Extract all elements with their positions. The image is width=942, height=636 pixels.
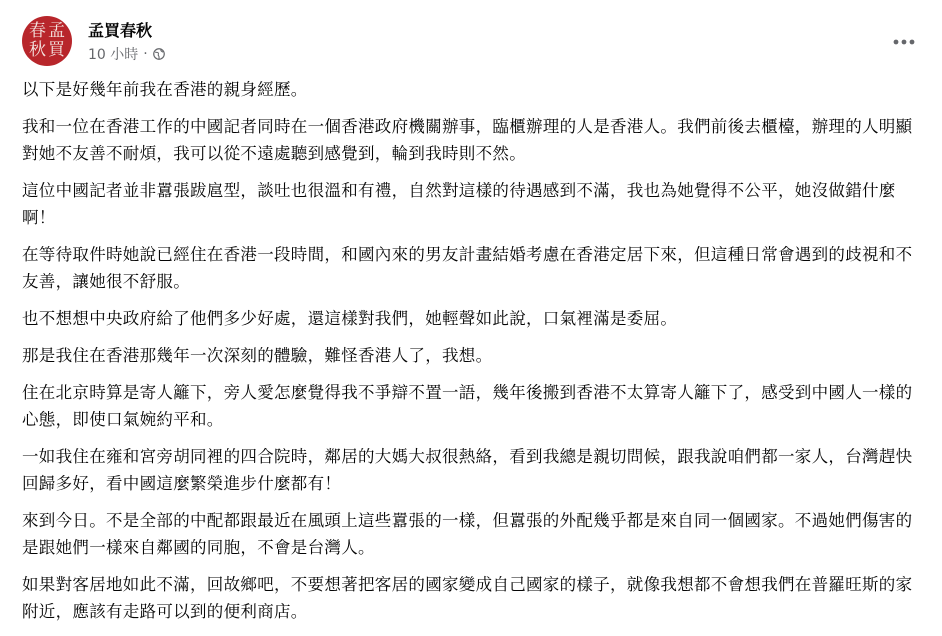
post-paragraph: 那是我住在香港那幾年一次深刻的體驗，難怪香港人了，我想。 bbox=[22, 346, 493, 365]
more-horizontal-icon bbox=[893, 39, 915, 45]
post-paragraph: 以下是好幾年前我在香港的親身經歷。 bbox=[22, 80, 308, 99]
post-paragraph: 也不想想中央政府給了他們多少好處，還這樣對我們，她輕聲如此說，口氣裡滿是委屈。 bbox=[22, 309, 678, 328]
post-paragraph: 住在北京時算是寄人籬下，旁人愛怎麼覺得我不爭辯不置一語，幾年後搬到香港不太算寄人籬下了，感受到中國人一樣的心態，即使口氣婉約平和。 bbox=[22, 383, 913, 429]
more-options-button[interactable] bbox=[886, 24, 922, 60]
avatar[interactable] bbox=[22, 16, 72, 66]
separator-dot: · bbox=[143, 46, 148, 62]
post-paragraph: 來到今日。不是全部的中配都跟最近在風頭上這些囂張的一樣，但囂張的外配幾乎都是來自同一個國家。不過她們傷害的是跟她們一樣來自鄰國的同胞，不會是台灣人。 bbox=[22, 511, 913, 557]
post-header bbox=[22, 14, 922, 66]
post-paragraph: 一如我住在雍和宮旁胡同裡的四合院時，鄰居的大媽大叔很熱絡，看到我總是親切問候，跟我說咱們都一家人，台灣趕快回歸多好，看中國這麼繁榮進步什麼都有！ bbox=[22, 447, 913, 493]
avatar-char: 買 bbox=[48, 40, 65, 60]
post-paragraph: 我和一位在香港工作的中國記者同時在一個香港政府機關辦事，臨櫃辦理的人是香港人。我們前後去櫃檯，辦理的人明顯對她不友善不耐煩，我可以從不遠處聽到感覺到，輪到我時則不然。 bbox=[22, 117, 913, 163]
post-paragraph: 如果對客居地如此不滿，回故鄉吧，不要想著把客居的國家變成自己國家的樣子，就像我想都不會想我們在普羅旺斯的家附近，應該有走路可以到的便利商店。 bbox=[22, 575, 913, 621]
post-paragraph: 這位中國記者並非囂張跋扈型，談吐也很溫和有禮，自然對這樣的待遇感到不滿，我也為她覺得不公平，她沒做錯什麼啊！ bbox=[22, 181, 896, 227]
author-name[interactable]: 孟買春秋 bbox=[88, 21, 153, 40]
globe-icon[interactable] bbox=[153, 48, 165, 60]
post-paragraph: 在等待取件時她說已經住在香港一段時間，和國內來的男友計畫結婚考慮在香港定居下來，但這種日常會遇到的歧視和不友善，讓她很不舒服。 bbox=[22, 245, 913, 291]
post-meta bbox=[88, 44, 165, 64]
post-time[interactable]: 10 小時 bbox=[88, 47, 139, 63]
avatar-char: 春 bbox=[29, 21, 46, 41]
avatar-char: 孟 bbox=[48, 21, 65, 41]
avatar-char: 秋 bbox=[29, 40, 46, 60]
post-body bbox=[22, 76, 924, 635]
